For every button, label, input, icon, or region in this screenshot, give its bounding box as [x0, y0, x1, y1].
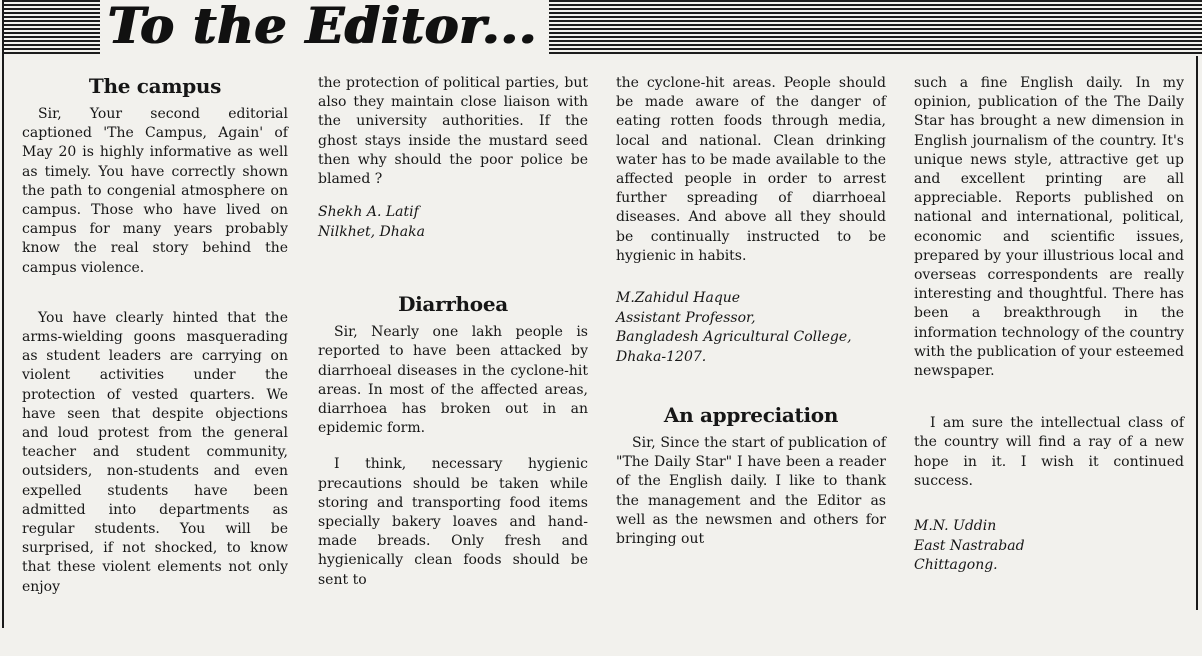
signature-name: M.Zahidul Haque [616, 290, 741, 307]
campus-paragraph-1: Sir, Your second editorial captioned 'The Campus, Again' of May 20 is highly informative as well as timely. You have correctly shown the path to congenial atmosphere on campus. Those who have lived on campus for many years probably know the real story behind the campus violence. [22, 106, 288, 276]
diarrhoea-paragraph-1: Sir, Nearly one lakh people is reported to have been attacked by diarrhoeal diseases in the cyclone-hit areas. In most of the affected areas, diarrhoea has broken out in an epidemic form. [318, 324, 588, 437]
column-3 [616, 74, 886, 549]
appreciation-paragraph-2: I am sure the intellectual class of the country will find a ray of a new hope in it. I wish it continued success. [914, 415, 1184, 489]
letter-heading-appreciation: An appreciation [663, 403, 839, 428]
signature-address: Nilkhet, Dhaka [318, 223, 425, 240]
column-1 [22, 74, 288, 597]
appreciation-paragraph-1: Sir, Since the start of publication of "The Daily Star" I have been a reader of the English daily. I like to thank the management and the Editor as well as the newsmen and others for bringing out [616, 435, 886, 548]
masthead-banner [4, 0, 1202, 56]
signature-area: East Nastrabad [914, 537, 1025, 554]
campus-signature [318, 203, 588, 242]
signature-address: Dhaka-1207. [616, 348, 707, 365]
masthead-title: To the Editor... [100, 0, 549, 56]
campus-paragraph-continued: the protection of political parties, but also they maintain close liaison with the university authorities. If the ghost stays inside the mustard seed then why should the poor police be blamed ? [318, 75, 588, 188]
column-4 [914, 74, 1184, 576]
column-2 [318, 74, 588, 590]
diarrhoea-signature [616, 289, 886, 367]
appreciation-signature [914, 517, 1184, 576]
right-column-rule [1196, 50, 1198, 610]
signature-city: Chittagong. [914, 557, 998, 574]
signature-name: M.N. Uddin [914, 518, 997, 535]
signature-name: Shekh A. Latif [318, 204, 419, 221]
signature-title: Assistant Professor, [616, 309, 756, 326]
campus-paragraph-2: You have clearly hinted that the arms-wielding goons masquerading as student leaders are carrying on violent activities under the protection of vested quarters. We have seen that despite objections and loud protest from the general teacher and student community, outsiders, non-students and even expelled students have been admitted into departments as regular students. You will be surprised, if not shocked, to know that these violent elements not only enjoy [22, 309, 288, 595]
signature-institution: Bangladesh Agricultural College, [616, 329, 852, 346]
appreciation-paragraph-continued: such a fine English daily. In my opinion, publication of the The Daily Star has brought a new dimension in English journalism of the country. It's unique news style, attractive get up and excellent printing are all appreciable. Reports published on national and international, political, economic and scientific issues, prepared by your illustrious local and overseas correspondents are really interesting and thoughtful. There has been a breakthrough in the information technology of the country with the publication of your esteemed newspaper. [914, 75, 1184, 380]
letter-heading-diarrhoea: Diarrhoea [398, 292, 508, 317]
left-column-rule [2, 0, 4, 628]
diarrhoea-paragraph-2: I think, necessary hygienic precautions should be taken while storing and transporting food items specially bakery loaves and hand-made breads. Only fresh and hygienically clean foods should be sent to [318, 456, 588, 588]
letter-heading-campus: The campus [88, 74, 222, 98]
diarrhoea-paragraph-continued: the cyclone-hit areas. People should be made aware of the danger of eating rotten foods through media, local and national. Clean drinking water has to be made available to the affected people in order to arrest further spreading of diarrhoeal diseases. And above all they should be continually instructed to be hygienic in habits. [616, 75, 886, 264]
